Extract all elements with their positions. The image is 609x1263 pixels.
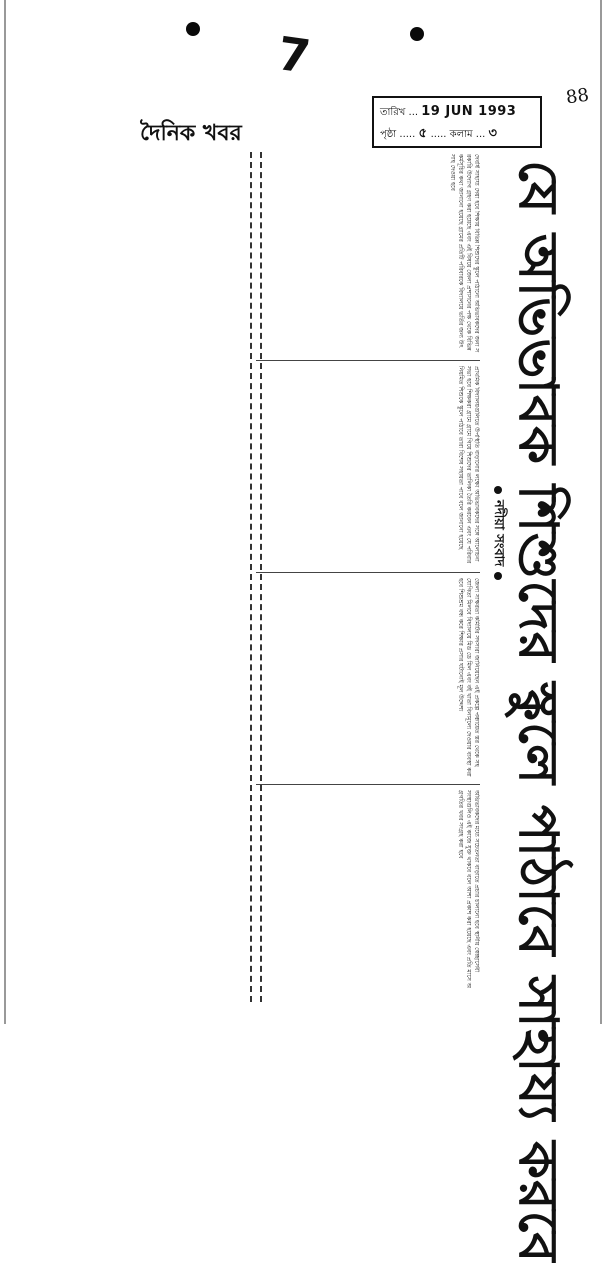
- column-divider: [256, 784, 480, 785]
- scan-edge-right: [600, 0, 602, 1024]
- clipping-content: [250, 150, 572, 1263]
- bullet-icon: [495, 486, 503, 494]
- stamp-column-value: ৩: [488, 126, 498, 141]
- stamp-page-label: পৃষ্ঠা: [380, 129, 397, 140]
- punch-hole-right: [410, 27, 424, 41]
- stamp-date-label: তারিখ: [380, 107, 406, 118]
- date-stamp: [372, 96, 542, 148]
- stamp-column-label: কলাম: [449, 129, 473, 140]
- article-column: প্রাথমিক বিদ্যালয়গুলিতে উপস্থিতি বাড়ানোর লক্ষ্যে অভিভাবকদের সঙ্গে আলোচনা সভা হবে শিক্ষকরা গ্রামে গ্রামে গিয়ে শিশুদের তালিকা তৈরি করবেন এবং যে পরিবার নিয়মিত শিশুকে স্কুলে পাঠাবে তারা বিশেষ সহায়তা পাবে বলে জানানো হয়েছে: [457, 366, 480, 564]
- article-column: জেলা সাক্ষরতা কমিটির সদস্যরা জানিয়েছেন এই প্রকল্পে পঞ্চায়েত স্তর থেকে সহযোগিতা মিলবে বিদ্যালয়ে মিড ডে মিল এবং বই খাতা বিনামূল্যে দেওয়ার ব্যবস্থা করা হবে শিশুশ্রম বন্ধ করে শিক্ষার প্রসার ঘটানোই মূল উদ্দেশ্য: [457, 578, 480, 777]
- article-headline: যে অভিভাবক শিশুদের স্কুলে পাঠাবে সাহায্য করবে: [507, 160, 571, 1263]
- bullet-icon: [495, 572, 503, 580]
- article-byline: [487, 480, 508, 586]
- stamp-page-value: ৫: [418, 126, 428, 141]
- article-column: দেবর্ষি সাহায্য দেয়া হবে শিক্ষায় বিভিন্ন শিশুদের স্কুলে পাঠানো অভিভাবকদের জন্য সরকারি উদ্যোগ গ্রহণ করা হয়েছে এবং এই বিষয়ে জেলা প্রশাসনের পক্ষ থেকে বিভিন্ন কর্মসূচির কথা জানানো হয়েছে গ্রামের প্রতিটি পরিবারকে বিদ্যালয়ে ভর্তির জন্য উৎসাহ দেওয়া হবে: [449, 154, 480, 353]
- scan-edge-left: [4, 0, 6, 1024]
- article-body: [256, 154, 480, 994]
- stamp-page-row: পৃষ্ঠা ..... ৫ ..... কলাম ... ৩: [380, 126, 498, 141]
- page-number: 88: [564, 84, 591, 109]
- handwritten-mark: 7: [274, 26, 314, 84]
- column-divider: [256, 572, 480, 573]
- newspaper-masthead: দৈনিক খবর: [140, 120, 242, 146]
- punch-hole-left: [186, 22, 200, 36]
- newspaper-clipping: [250, 150, 572, 1263]
- stamp-date-value: 19 JUN 1993: [421, 104, 517, 119]
- byline-text: নদীয়া সংবাদ: [491, 500, 506, 567]
- stamp-date-row: তারিখ ... 19 JUN 1993: [380, 104, 517, 119]
- column-divider: [256, 360, 480, 361]
- article-column: অভিভাবকদের মধ্যে সচেতনতা বাড়াতে প্রচার চালানো হবে স্থানীয় স্বেচ্ছাসেবী সংস্থাগুলিও এই কাজে যুক্ত থাকবে বলে আশা প্রকাশ করা হয়েছে এবং প্রতি মাসে অগ্রগতির খবর সংগ্রহ করা হবে: [457, 790, 480, 988]
